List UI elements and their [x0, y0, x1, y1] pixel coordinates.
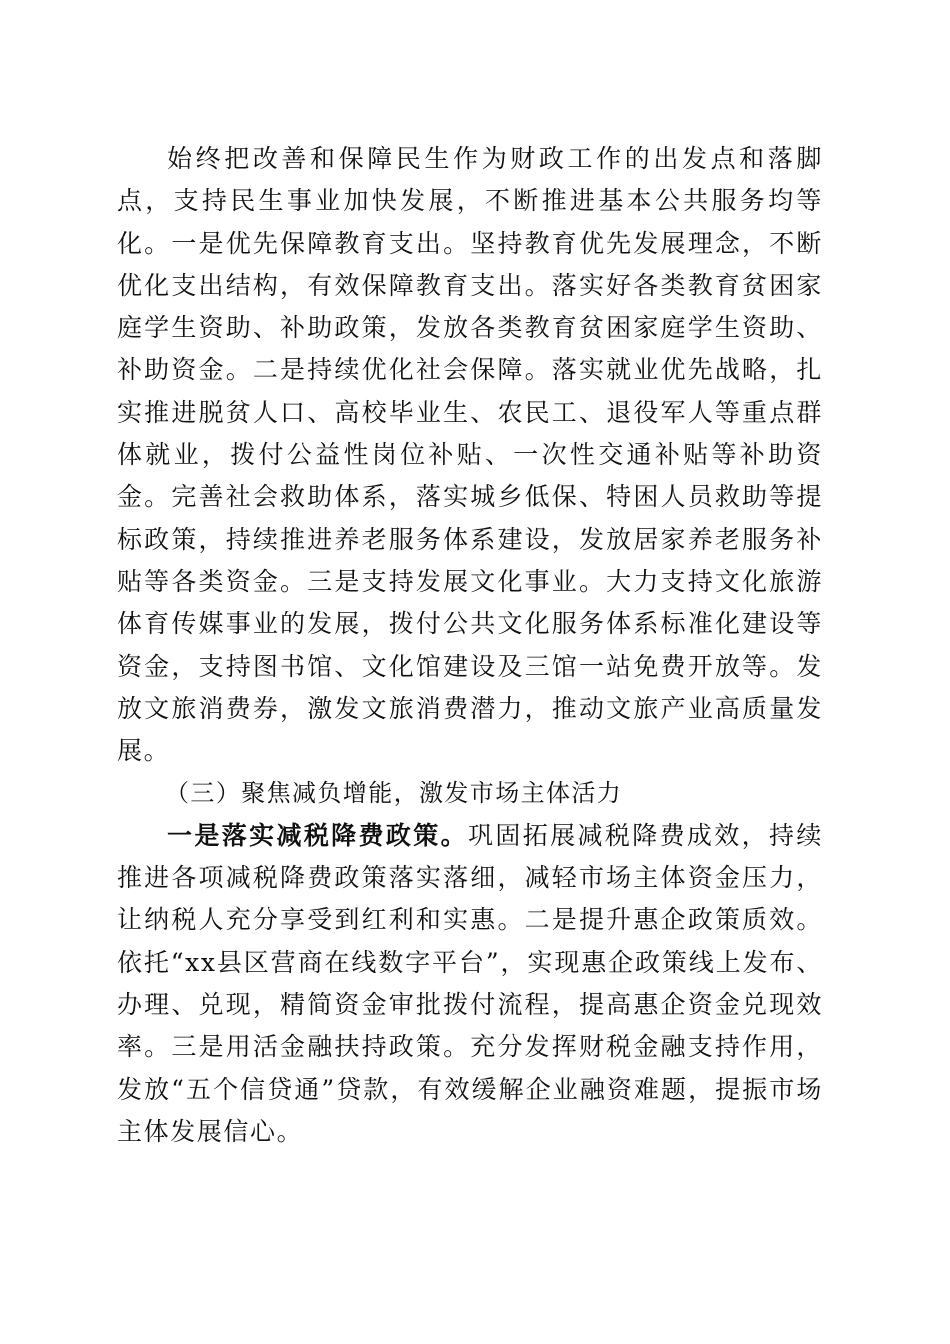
section-heading-3: （三）聚焦减负增能，激发市场主体活力 — [165, 779, 623, 808]
paragraph-body-text: 巩固拓展减税降费成效，持续推进各项减税降费政策落实落细，减轻市场主体资金压力，让纳税人充分享受到红利和实惠。二是提升惠企政策质效。依托“xx县区营商在线数字平台”，实现惠企政策线上发布、办理、兑现，精简资金审批拨付流程，提高惠企资金兑现效率。三是用活金融扶持政策。充分发挥财税金融支持作用，发放“五个信贷通”贷款，有效缓解企业融资难题，提振市场主体发展信心。 — [117, 820, 823, 1146]
paragraph-tax-relief — [117, 815, 823, 1153]
paragraph-lead-phrase: 一是落实减税降费政策。 — [167, 820, 469, 850]
document-body — [117, 138, 823, 1153]
paragraph-livelihood: 始终把改善和保障民生作为财政工作的出发点和落脚点，支持民生事业加快发展，不断推进基本公共服务均等化。一是优先保障教育支出。坚持教育优先发展理念，不断优化支出结构，有效保障教育支出。落实好各类教育贫困家庭学生资助、补助政策，发放各类教育贫困家庭学生资助、补助资金。二是持续优化社会保障。落实就业优先战略，扎实推进脱贫人口、高校毕业生、农民工、退役军人等重点群体就业，拨付公益性岗位补贴、一次性交通补贴等补助资金。完善社会救助体系，落实城乡低保、特困人员救助等提标政策，持续推进养老服务体系建设，发放居家养老服务补贴等各类资金。三是支持发展文化事业。大力支持文化旅游体育传媒事业的发展，拨付公共文化服务体系标准化建设等资金，支持图书馆、文化馆建设及三馆一站免费开放等。发放文旅消费券，激发文旅消费潜力，推动文旅产业高质量发展。 — [117, 144, 823, 766]
